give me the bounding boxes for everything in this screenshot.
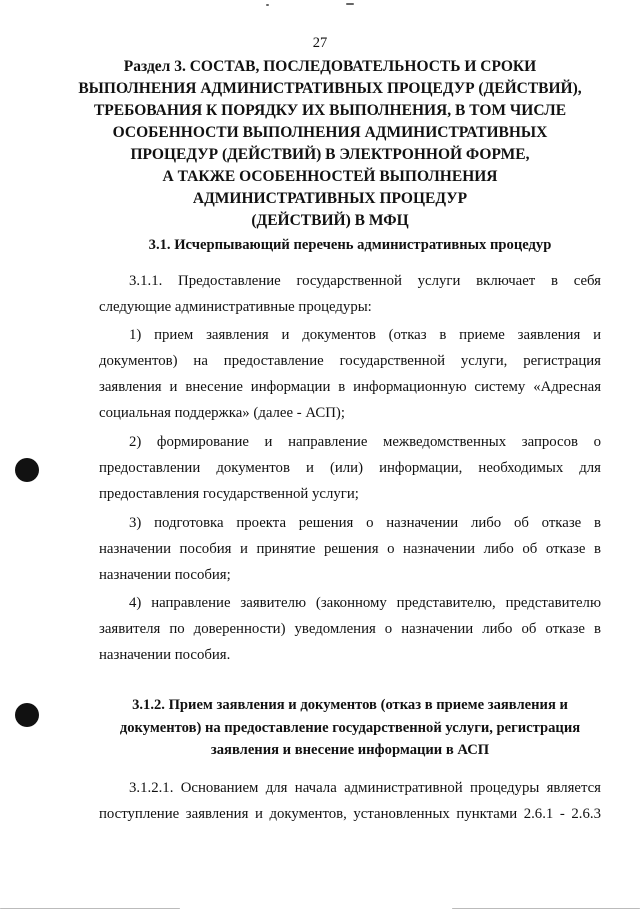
text-line: 3.1.1. Предоставление государственной услуги включает в себя — [129, 273, 601, 289]
subsection-heading-line: заявления и внесение информации в АСП — [210, 742, 490, 758]
text-line: 1) прием заявления и документов (отказ в приеме заявления и — [129, 327, 601, 343]
text-line: 2) формирование и направление межведомственных запросов о — [129, 434, 601, 450]
section-title-line: ПРОЦЕДУР (ДЕЙСТВИЙ) В ЭЛЕКТРОННОЙ ФОРМЕ, — [130, 146, 530, 163]
section-title — [70, 56, 590, 232]
list-item-4 — [99, 590, 601, 668]
list-item-1 — [99, 322, 601, 426]
text-line: документов) на предоставление государственной услуги, регистрация — [99, 353, 601, 369]
scan-speck — [452, 908, 640, 909]
scan-speck — [346, 3, 354, 5]
text-line: назначении пособия и принятие решения о назначении либо об отказе в — [99, 541, 601, 557]
section-title-line: (ДЕЙСТВИЙ) В МФЦ — [251, 212, 409, 229]
section-title-line: ОСОБЕННОСТИ ВЫПОЛНЕНИЯ АДМИНИСТРАТИВНЫХ — [112, 124, 548, 141]
list-item-3 — [99, 510, 601, 588]
paragraph-3-1-2-1 — [99, 775, 601, 827]
text-line: поступление заявления и документов, установленных пунктами 2.6.1 - 2.6.3 — [99, 806, 601, 822]
text-line: следующие административные процедуры: — [99, 299, 372, 315]
text-line: назначении пособия; — [99, 567, 231, 583]
subsection-heading-line: документов) на предоставление государственной услуги, регистрация — [119, 719, 581, 736]
subsection-heading — [100, 234, 600, 257]
text-line: предоставлении документов и (или) информации, необходимых для — [99, 460, 601, 476]
text-line: 3) подготовка проекта решения о назначении либо об отказе в — [129, 515, 601, 531]
paragraph-3-1-1 — [99, 268, 601, 320]
section-title-line: А ТАКЖЕ ОСОБЕННОСТЕЙ ВЫПОЛНЕНИЯ — [162, 168, 498, 185]
section-title-line: ВЫПОЛНЕНИЯ АДМИНИСТРАТИВНЫХ ПРОЦЕДУР (ДЕЙСТВИЙ), — [78, 80, 582, 97]
punch-hole-top — [15, 458, 39, 482]
text-line: 4) направление заявителю (законному представителю, представителю — [129, 595, 601, 611]
list-item-2 — [99, 429, 601, 507]
subsection-heading-line: 3.1.2. Прием заявления и документов (отказ в приеме заявления и — [132, 697, 568, 713]
scan-speck — [0, 908, 180, 909]
text-line: социальная поддержка» (далее - АСП); — [99, 405, 345, 421]
scan-speck — [266, 4, 269, 6]
section-title-line: АДМИНИСТРАТИВНЫХ ПРОЦЕДУР — [192, 190, 468, 207]
text-line: предоставления государственной услуги; — [99, 486, 359, 502]
text-line: 3.1.2.1. Основанием для начала административной процедуры является — [129, 780, 601, 796]
subsection-heading — [100, 694, 600, 762]
section-title-line: Раздел 3. СОСТАВ, ПОСЛЕДОВАТЕЛЬНОСТЬ И СРОКИ — [123, 58, 537, 75]
section-title-line: ТРЕБОВАНИЯ К ПОРЯДКУ ИХ ВЫПОЛНЕНИЯ, В ТОМ ЧИСЛЕ — [93, 102, 567, 119]
text-line: заявления и внесение информации в информационную систему «Адресная — [99, 379, 601, 395]
punch-hole-bottom — [15, 703, 39, 727]
subsection-heading-text: 3.1. Исчерпывающий перечень административных процедур — [148, 237, 552, 253]
text-line: назначении пособия. — [99, 647, 231, 663]
text-line: заявителя по доверенности) уведомления о назначении либо об отказе в — [99, 621, 601, 637]
page-number: 27 — [312, 35, 328, 51]
